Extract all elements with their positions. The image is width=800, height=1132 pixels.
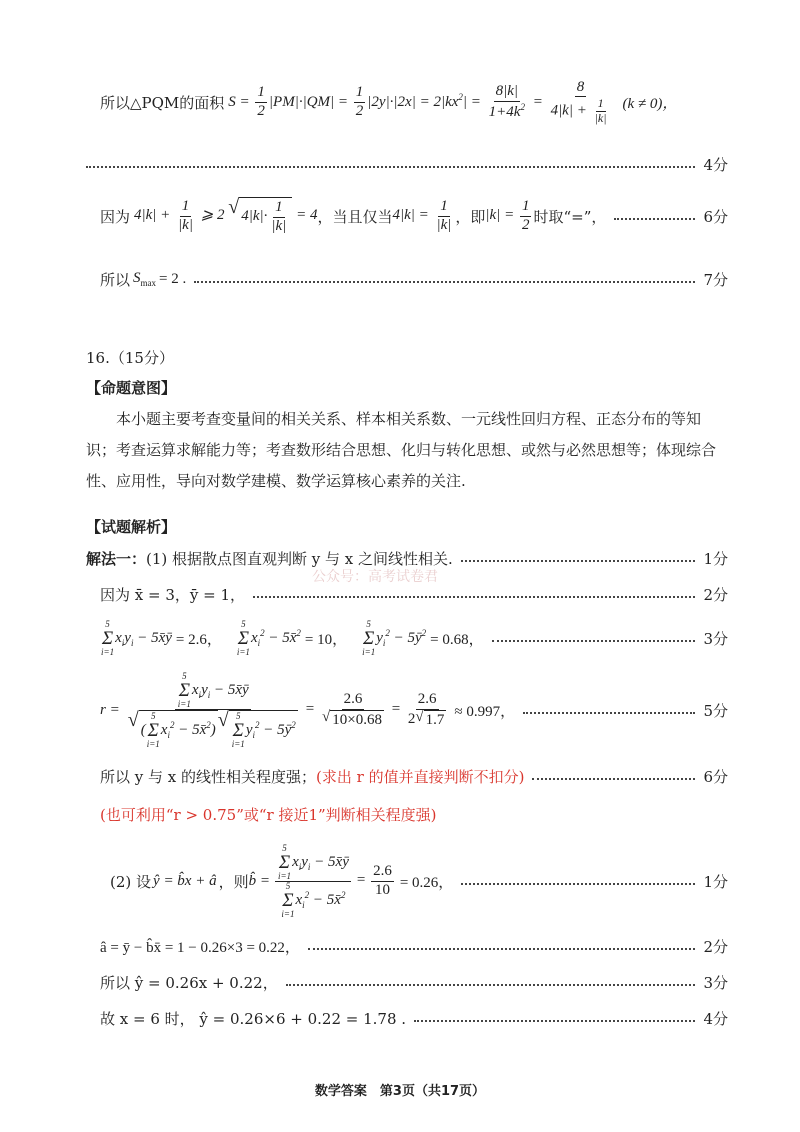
smax-symbol: $S_{max}$ [133,270,157,288]
ineq-text-a: 因为 [100,207,131,226]
ineq-formula-3: |k| = $\frac{1}{2}$ [485,198,530,233]
area-line [100,80,728,124]
score-7: 7分 [703,270,728,289]
b-fraction: 5 Σ i=1 $x_iy_i$ − 5x̄ȳ 5 Σ i=1 $x_i^2$ − 5x̄$^2$ [275,844,351,919]
ineq-formula-2: 4|k| = $\frac{1}{|k|}$ [392,198,452,233]
mean-score: 2分 [703,585,728,604]
p2-score: 1分 [703,872,728,891]
p2-line [110,840,728,922]
p1-score: 1分 [703,549,728,568]
area-formula: S = $\frac{1}{2}$ |PM|·|QM| = $\frac{1}{2}$ $|2y|\cdot|2x| = 2|kx^2|$ = $\frac{8|k|}{1+4k^2}$ = 8 4|k| + $\frac{1}{|k|}$ [228,78,607,125]
r-label: r = [100,701,120,718]
mean-line [100,582,728,606]
score-line-4 [86,153,728,175]
intent-heading: 【命题意图】 [86,379,177,397]
dot-leader [194,281,695,283]
strong-text: 所以 y 与 x 的线性相关程度强； [100,767,317,786]
ineq-text-d: 时取“=”， [533,207,607,226]
sums-c: = 0.68， [430,631,484,648]
sums-b: = 10， [304,631,348,648]
pred-line [100,1006,728,1030]
b-hat: b̂ = [248,872,270,889]
dot-leader [461,883,695,885]
a-text: â = ȳ − b̂x̄ = 1 − 0.26×3 = 0.22， [100,939,300,956]
mean-text: 因为 x̄ = 3，ȳ = 1， [100,585,245,604]
p2-text-a: (2) 设 [110,872,152,891]
p2-result: = 0.26， [399,874,454,891]
ineq-text-c: ，即 [455,207,486,226]
r-calc: = 2.6 √ 10×0.68 = 2.6 2 √ 1.7 [305,691,445,728]
score-6: 6分 [703,207,728,226]
sum-yy: 5 Σ i=1 $y_i^2$ − $5ȳ^2$ [362,618,427,657]
page-footer: 数学答案 第3页（共17页） [314,1084,486,1099]
a-line [100,934,728,958]
q16-title: 16.（15分） [86,349,174,367]
pred-score: 4分 [703,1009,728,1028]
smax-text: 所以 [100,270,131,289]
p1-text: (1) 根据散点图直观判断 y 与 x 之间线性相关. [146,549,453,568]
area-text: 所以△PQM的面积 [100,93,225,112]
ineq-line [100,194,728,238]
method1-label: 解法一： [86,549,147,568]
analysis-heading: 【试题解析】 [86,518,177,536]
dot-leader [614,218,695,220]
y-score: 3分 [703,973,728,992]
dot-leader [523,712,695,714]
smax-line [100,267,728,291]
ineq-text-b: ，当且仅当 [317,207,393,226]
y-line [100,970,728,994]
dot-leader [286,984,696,986]
dot-leader [86,166,695,168]
smax-value: = 2 . [159,270,187,287]
sums-score: 3分 [703,629,728,648]
ineq-formula-1: 4|k| + $\frac{1}{|k|}$ ⩾ 2 √ 4|k|· $\frac{1}{|k|}$ = 4 [134,196,318,234]
alt-red-note: (也可利用“r > 0.75”或“r 接近1”判断相关程度强) [100,805,437,824]
alt-line [100,802,728,826]
dot-leader [253,596,695,598]
strong-red-note: (求出 r 的值并直接判断不扣分) [316,767,525,786]
sum-xy: 5 Σ i=1 $x_iy_i$ − 5x̄ȳ [101,618,172,657]
area-note: (k ≠ 0)， [622,95,678,112]
dot-leader [492,640,696,642]
sum-xx: 5 Σ i=1 $x_i^2$ − 5x̄$^2$ [236,618,301,657]
y-text: 所以 ŷ = 0.26x + 0.22， [100,973,278,992]
sums-a: = 2.6， [175,631,222,648]
r-result: ≈ 0.997， [454,703,516,720]
pred-text: 故 x = 6 时， ŷ = 0.26×6 + 0.22 = 1.78 . [100,1009,407,1028]
score-4: 4分 [703,155,728,174]
strong-line [100,764,728,788]
dot-leader [308,948,696,950]
dot-leader [414,1020,695,1022]
strong-score: 6分 [703,767,728,786]
sums-line [100,617,728,659]
watermark: 公众号：高考试卷君 [312,569,438,585]
p2-text-b: ，则 [218,872,249,891]
r-line [100,668,728,752]
dot-leader [461,560,696,562]
b-calc: = $\frac{2.6}{10}$ [356,863,392,898]
intent-body: 本小题主要考查变量间的相关关系、样本相关系数、一元线性回归方程、正态分布的等知识；考查运算求解能力等；考查数形结合思想、化归与转化思想、或然与必然思想等；体现综合性、应用性，导向对数学建模、数学运算核心素养的关注. [86,410,717,490]
regression-eq: ŷ = b̂x + â [153,872,217,889]
dot-leader [532,778,695,780]
r-fraction: 5 Σ i=1 $x_iy_i$ − 5x̄ȳ √ ( 5 Σ i=1 $x_i^2$ − 5x̄$^2$) √ 5 Σ i=1 $y_i^2$ − $5ȳ^2$ [127,670,296,749]
r-score: 5分 [703,701,728,720]
a-score: 2分 [703,937,728,956]
